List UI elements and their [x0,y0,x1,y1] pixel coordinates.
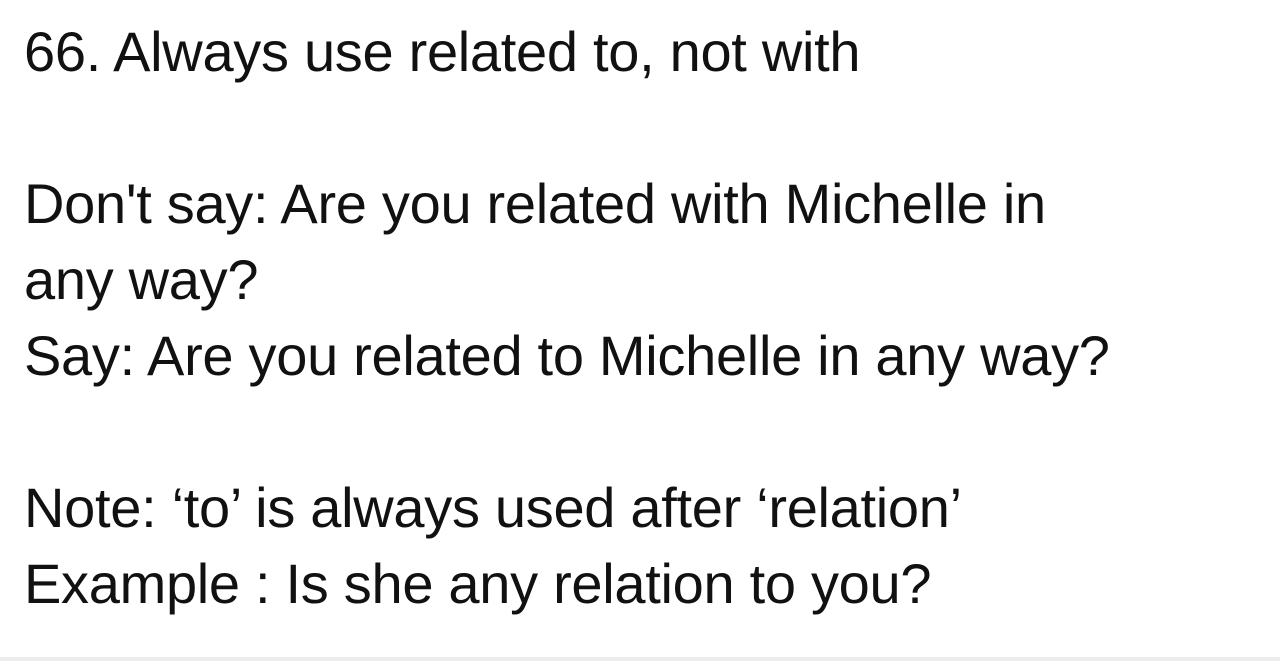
grammar-tip [24,14,1274,622]
incorrect-example-line-1: Don't say: Are you related with Michelle in [24,172,1046,235]
rule-heading: 66. Always use related to, not with [24,20,861,83]
note-example: Example : Is she any relation to you? [24,552,932,615]
correct-example: Say: Are you related to Michelle in any way? [24,324,1110,387]
note-text: Note: ‘to’ is always used after ‘relation’ [24,476,962,539]
spacer [24,394,1274,470]
bottom-divider [0,657,1280,661]
spacer [24,90,1274,166]
incorrect-example-line-2: any way? [24,248,259,311]
